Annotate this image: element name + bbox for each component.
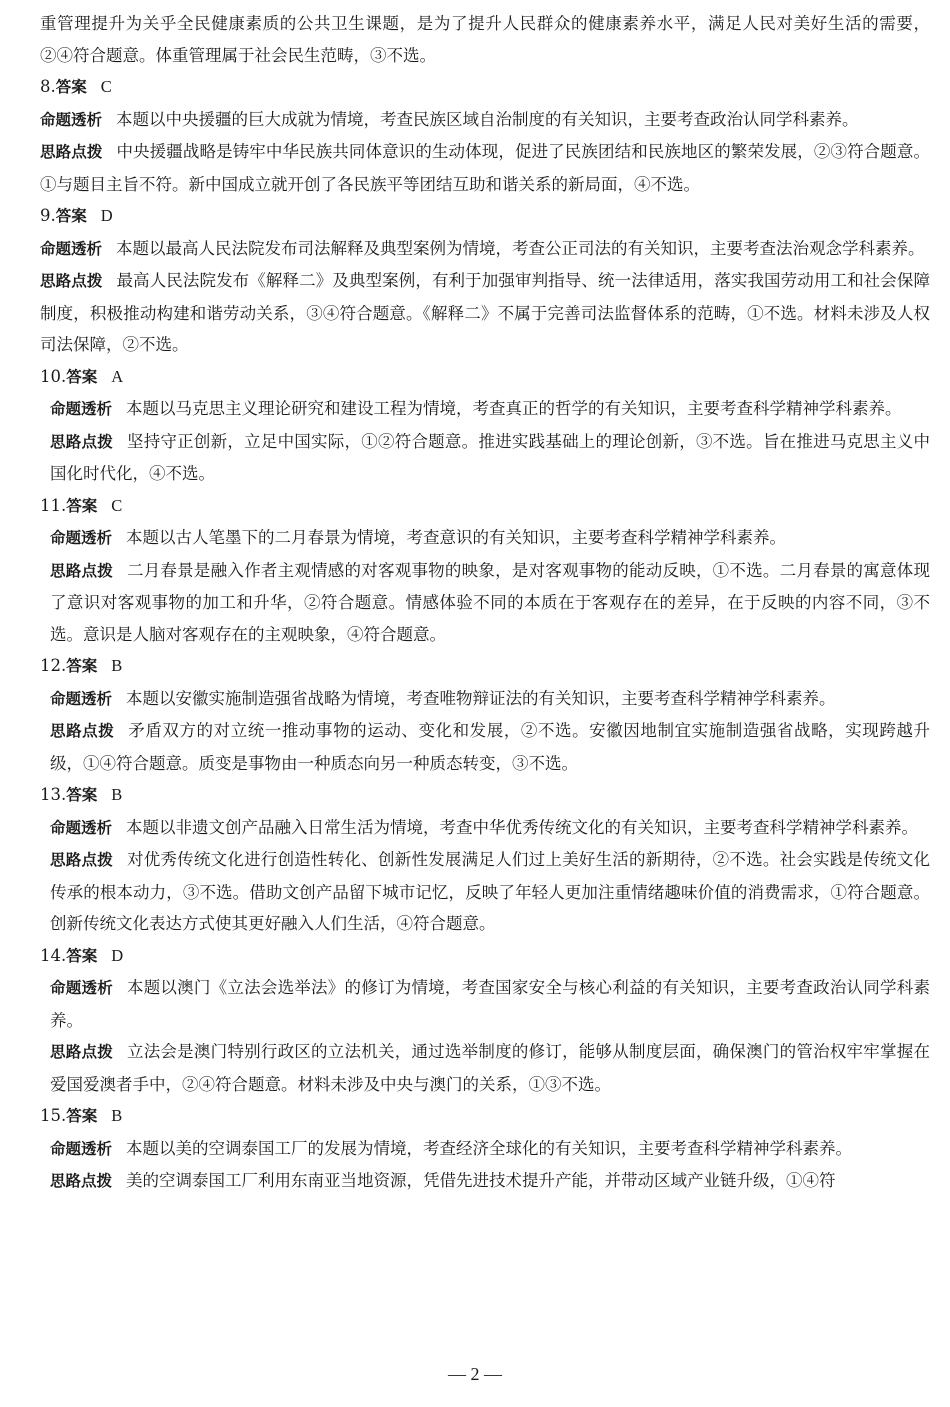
answer-label: 答案 [66, 496, 98, 515]
intro-paragraph: 重管理提升为关乎全民健康素质的公共卫生课题，是为了提升人民群众的健康素养水平，满足人民对美好生活的需要，②④符合题意。体重管理属于社会民生范畴，③不选。 [40, 14, 930, 65]
answer-line [40, 779, 930, 812]
idea-label: 思路点拨 [50, 432, 113, 451]
answer-label: 答案 [66, 657, 98, 675]
analysis-label: 命题透析 [50, 818, 113, 837]
answer-line [40, 71, 930, 104]
idea-text: 坚持守正创新，立足中国实际，①②符合题意。推进实践基础上的理论创新，③不选。旨在推进马克思主义中国化时代化，④不选。 [50, 431, 930, 483]
analysis-label: 命题透析 [50, 979, 113, 997]
answer-item [40, 1100, 930, 1198]
answer-item [40, 490, 930, 651]
answer-line [40, 650, 930, 683]
answer-line [40, 1100, 930, 1133]
idea-text: 美的空调泰国工厂利用东南亚当地资源，凭借先进技术提升产能，并带动区域产业链升级，①④符 [126, 1171, 836, 1190]
idea-paragraph [50, 1165, 930, 1198]
answer-label: 答案 [55, 207, 87, 225]
question-number: 9. [40, 206, 56, 225]
analysis-section [40, 522, 930, 650]
question-number: 12. [40, 656, 67, 675]
answer-value: B [111, 1106, 123, 1125]
answer-item [40, 779, 930, 940]
idea-paragraph [40, 265, 930, 361]
idea-label: 思路点拨 [40, 272, 103, 290]
idea-label: 思路点拨 [50, 1043, 113, 1061]
analysis-section [40, 812, 930, 940]
answer-label: 答案 [66, 367, 98, 386]
answer-line [40, 490, 930, 523]
question-number: 10. [40, 366, 67, 386]
answer-item [40, 200, 930, 361]
analysis-section [40, 972, 930, 1100]
answer-item [40, 71, 930, 200]
analysis-paragraph [50, 1133, 930, 1166]
question-number: 8. [40, 77, 56, 96]
answer-value: A [111, 366, 124, 386]
analysis-label: 命题透析 [40, 110, 103, 129]
analysis-paragraph [50, 812, 930, 845]
idea-text: 二月春景是融入作者主观情感的对客观事物的映象，是对客观事物的能动反映，①不选。二月春景的寓意体现了意识对客观事物的加工和升华，②符合题意。情感体验不同的本质在于客观存在的差异，在于反映的内容不同，③不选。意识是人脑对客观存在的主观映象，④符合题意。 [50, 560, 930, 644]
analysis-paragraph [50, 972, 930, 1036]
analysis-text: 本题以非遗文创产品融入日常生活为情境，考查中华优秀传统文化的有关知识，主要考查科学精神学科素养。 [126, 817, 919, 837]
analysis-text: 本题以马克思主义理论研究和建设工程为情境，考查真正的哲学的有关知识，主要考查科学精神学科素养。 [126, 399, 902, 418]
analysis-label: 命题透析 [40, 239, 103, 258]
idea-paragraph [50, 1036, 930, 1100]
analysis-label: 命题透析 [50, 689, 113, 708]
answer-value: C [111, 495, 123, 515]
idea-label: 思路点拨 [50, 1172, 113, 1190]
answer-value: D [100, 206, 113, 225]
answer-line [40, 940, 930, 973]
idea-text: 最高人民法院发布《解释二》及典型案例，有利于加强审判指导、统一法律适用，落实我国劳动用工和社会保障制度，积极推动构建和谐劳动关系，③④符合题意。《解释二》不属于完善司法监督体系的范畴，①不选。材料未涉及人权司法保障，②不选。 [40, 271, 930, 354]
question-number: 14. [40, 945, 67, 965]
analysis-label: 命题透析 [50, 1139, 113, 1158]
analysis-text: 本题以中央援疆的巨大成就为情境，考查民族区域自治制度的有关知识，主要考查政治认同学科素养。 [116, 109, 859, 129]
analysis-label: 命题透析 [50, 529, 113, 547]
idea-label: 思路点拨 [50, 561, 113, 580]
idea-label: 思路点拨 [50, 851, 113, 869]
answer-label: 答案 [55, 78, 87, 96]
question-number: 15. [40, 1106, 67, 1125]
analysis-section [40, 104, 930, 201]
analysis-section [40, 683, 930, 780]
analysis-section [40, 393, 930, 490]
analysis-paragraph [50, 683, 930, 716]
question-number: 13. [40, 785, 67, 804]
idea-text: 中央援疆战略是铸牢中华民族共同体意识的生动体现，促进了民族团结和民族地区的繁荣发展，②③符合题意。①与题目主旨不符。新中国成立就开创了各民族平等团结互助和谐关系的新局面，④不选。 [40, 142, 930, 194]
analysis-text: 本题以澳门《立法会选举法》的修订为情境，考查国家安全与核心利益的有关知识，主要考查政治认同学科素养。 [50, 978, 930, 1030]
analysis-section [40, 233, 930, 361]
answer-value: D [111, 945, 124, 965]
idea-paragraph [50, 844, 930, 940]
answer-label: 答案 [66, 946, 98, 965]
answer-line [40, 200, 930, 233]
answer-value: B [111, 656, 123, 675]
analysis-text: 本题以最高人民法院发布司法解释及典型案例为情境，考查公正司法的有关知识，主要考查法治观念学科素养。 [116, 238, 925, 258]
page-number: — 2 — [448, 1364, 502, 1384]
answer-item [40, 650, 930, 779]
answer-item [40, 361, 930, 490]
analysis-label: 命题透析 [50, 400, 113, 418]
answer-line [40, 361, 930, 394]
idea-text: 矛盾双方的对立统一推动事物的运动、变化和发展，②不选。安徽因地制宜实施制造强省战略，实现跨越升级，①④符合题意。质变是事物由一种质态向另一种质态转变，③不选。 [50, 721, 930, 773]
analysis-text: 本题以安徽实施制造强省战略为情境，考查唯物辩证法的有关知识，主要考查科学精神学科素养。 [126, 688, 836, 708]
analysis-text: 本题以美的空调泰国工厂的发展为情境，考查经济全球化的有关知识，主要考查科学精神学科素养。 [126, 1138, 853, 1158]
idea-text: 对优秀传统文化进行创造性转化、创新性发展满足人们过上美好生活的新期待，②不选。社会实践是传统文化传承的根本动力，③不选。借助文创产品留下城市记忆，反映了年轻人更加注重情绪趣味价值的消费需求，①符合题意。创新传统文化表达方式使其更好融入人们生活，④符合题意。 [50, 850, 930, 933]
answer-label: 答案 [66, 1107, 98, 1125]
idea-paragraph [40, 136, 930, 200]
analysis-paragraph [50, 393, 930, 426]
idea-paragraph [50, 426, 930, 490]
analysis-section [40, 1133, 930, 1198]
analysis-paragraph [50, 522, 930, 555]
content-column [40, 8, 930, 1198]
idea-label: 思路点拨 [40, 143, 103, 161]
answer-label: 答案 [66, 786, 98, 804]
idea-text: 立法会是澳门特别行政区的立法机关，通过选举制度的修订，能够从制度层面，确保澳门的管治权牢牢掌握在爱国爱澳者手中，②④符合题意。材料未涉及中央与澳门的关系，①③不选。 [50, 1042, 930, 1094]
analysis-paragraph [40, 233, 930, 266]
analysis-text: 本题以古人笔墨下的二月春景为情境，考查意识的有关知识，主要考查科学精神学科素养。 [126, 528, 787, 547]
idea-paragraph [50, 715, 930, 779]
idea-label: 思路点拨 [50, 722, 115, 740]
answer-value: C [100, 77, 112, 96]
analysis-paragraph [40, 104, 930, 137]
answer-list [40, 71, 930, 1198]
answer-value: B [111, 785, 123, 804]
idea-paragraph [50, 555, 930, 651]
answer-item [40, 940, 930, 1101]
question-number: 11. [40, 495, 67, 515]
